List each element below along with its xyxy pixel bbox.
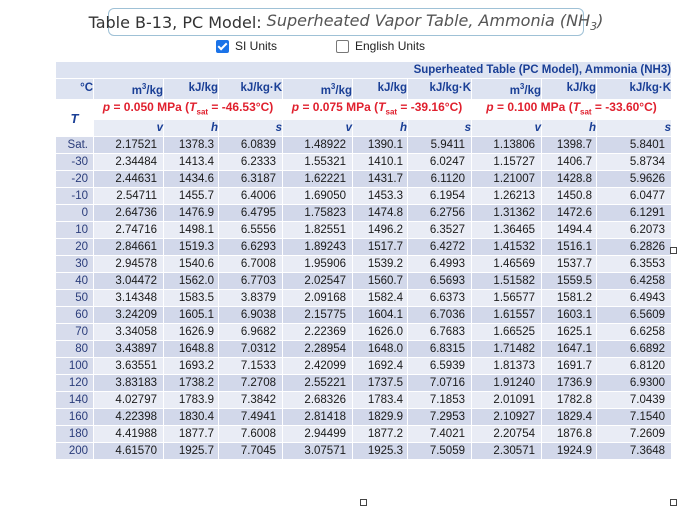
temperature-cell: 20 (56, 239, 94, 256)
value-cell: 6.6258 (597, 324, 672, 341)
value-cell: 3.43897 (94, 341, 164, 358)
value-cell: 1648.0 (353, 341, 408, 358)
value-cell: 1450.8 (542, 188, 597, 205)
value-cell: 6.4272 (408, 239, 472, 256)
value-cell: 1517.7 (353, 239, 408, 256)
temperature-cell: 70 (56, 324, 94, 341)
value-cell: 1.91240 (472, 375, 542, 392)
value-cell: 1494.4 (542, 222, 597, 239)
unit-header-8: kJ/kg (542, 79, 597, 100)
value-cell: 4.41988 (94, 426, 164, 443)
value-cell: 1.75823 (283, 205, 353, 222)
value-cell: 6.6293 (219, 239, 283, 256)
table-row (56, 375, 672, 392)
value-cell: 1.69050 (283, 188, 353, 205)
temperature-cell: 120 (56, 375, 94, 392)
value-cell: 1.46569 (472, 256, 542, 273)
value-cell: 1.62221 (283, 171, 353, 188)
value-cell: 2.54711 (94, 188, 164, 205)
value-cell: 2.15775 (283, 307, 353, 324)
table-row (56, 222, 672, 239)
value-cell: 1.81373 (472, 358, 542, 375)
value-cell: 1693.2 (164, 358, 219, 375)
value-cell: 2.10927 (472, 409, 542, 426)
temperature-cell: Sat. (56, 137, 94, 154)
value-cell: 1603.1 (542, 307, 597, 324)
value-cell: 7.1540 (597, 409, 672, 426)
value-cell: 1.95906 (283, 256, 353, 273)
table-row (56, 273, 672, 290)
value-cell: 2.01091 (472, 392, 542, 409)
temperature-cell: 100 (56, 358, 94, 375)
temperature-cell: 40 (56, 273, 94, 290)
symbol-header-8: s (597, 120, 672, 137)
pressure-header-1: p = 0.075 MPa $(T_{sat} = -39.16^\circ C)$ (283, 99, 472, 119)
unit-header-6: kJ/kg·K (408, 79, 472, 100)
value-cell: 1.89243 (283, 239, 353, 256)
value-cell: 1582.4 (353, 290, 408, 307)
value-cell: 1398.7 (542, 137, 597, 154)
value-cell: 1540.6 (164, 256, 219, 273)
value-cell: 5.8401 (597, 137, 672, 154)
value-cell: 1783.9 (164, 392, 219, 409)
value-cell: 5.8734 (597, 154, 672, 171)
pressure-header-0: p = 0.050 MPa $(T_{sat} = -46.53^\circ C)$ (94, 99, 283, 119)
superheated-table (55, 61, 672, 460)
value-cell: 1925.3 (353, 443, 408, 460)
value-cell: 4.61570 (94, 443, 164, 460)
title-italic: Superheated Vapor Table, Ammonia $(NH_3)$ (266, 10, 604, 34)
value-cell: 1692.4 (353, 358, 408, 375)
temperature-cell: 10 (56, 222, 94, 239)
value-cell: 6.1291 (597, 205, 672, 222)
value-cell: 7.3648 (597, 443, 672, 460)
table-row (56, 324, 672, 341)
value-cell: 6.8315 (408, 341, 472, 358)
value-cell: 7.6008 (219, 426, 283, 443)
value-cell: 6.4993 (408, 256, 472, 273)
value-cell: 1.56577 (472, 290, 542, 307)
value-cell: 3.24209 (94, 307, 164, 324)
value-cell: 1474.8 (353, 205, 408, 222)
si-units-checkbox[interactable] (216, 40, 229, 53)
value-cell: 1877.2 (353, 426, 408, 443)
si-units-label: SI Units (235, 39, 278, 53)
value-cell: 1829.4 (542, 409, 597, 426)
value-cell: 1626.0 (353, 324, 408, 341)
unit-header-2: kJ/kg (164, 79, 219, 100)
table-row (56, 341, 672, 358)
value-cell: 4.22398 (94, 409, 164, 426)
value-cell: 1736.9 (542, 375, 597, 392)
table-row (56, 290, 672, 307)
value-cell: 6.4258 (597, 273, 672, 290)
value-cell: 7.5059 (408, 443, 472, 460)
value-cell: 6.7703 (219, 273, 283, 290)
value-cell: 1560.7 (353, 273, 408, 290)
value-cell: 6.1120 (408, 171, 472, 188)
value-cell: 1.36465 (472, 222, 542, 239)
english-units-option[interactable] (336, 39, 425, 53)
unit-header-3: kJ/kg·K (219, 79, 283, 100)
value-cell: 6.2826 (597, 239, 672, 256)
value-cell: 3.83183 (94, 375, 164, 392)
value-cell: 1428.8 (542, 171, 597, 188)
value-cell: 2.20754 (472, 426, 542, 443)
pressure-header-2: p = 0.100 MPa $(T_{sat} = -33.60^\circ C)$ (472, 99, 672, 119)
value-cell: 6.5609 (597, 307, 672, 324)
value-cell: 1496.2 (353, 222, 408, 239)
english-units-label: English Units (355, 39, 426, 53)
value-cell: 1539.2 (353, 256, 408, 273)
value-cell: 1519.3 (164, 239, 219, 256)
value-cell: 3.63551 (94, 358, 164, 375)
value-cell: 1559.5 (542, 273, 597, 290)
resize-handle-corner[interactable] (670, 499, 677, 506)
value-cell: 6.2756 (408, 205, 472, 222)
value-cell: 1647.1 (542, 341, 597, 358)
symbol-header-3: v (283, 120, 353, 137)
value-cell: 2.81418 (283, 409, 353, 426)
value-cell: 1877.7 (164, 426, 219, 443)
value-cell: 1.82551 (283, 222, 353, 239)
value-cell: 1453.3 (353, 188, 408, 205)
symbol-header-5: s (408, 120, 472, 137)
symbol-header-row (56, 120, 672, 137)
value-cell: 1691.7 (542, 358, 597, 375)
table-row (56, 307, 672, 324)
symbol-header-4: h (353, 120, 408, 137)
unit-header-row (56, 79, 672, 100)
temperature-cell: -30 (56, 154, 94, 171)
value-cell: 1390.1 (353, 137, 408, 154)
value-cell: 7.0716 (408, 375, 472, 392)
symbol-header-0: v (94, 120, 164, 137)
value-cell: 6.3527 (408, 222, 472, 239)
value-cell: 6.5556 (219, 222, 283, 239)
value-cell: 1829.9 (353, 409, 408, 426)
value-cell: 1.21007 (472, 171, 542, 188)
value-cell: 5.9411 (408, 137, 472, 154)
unit-header-0: °C (56, 79, 94, 100)
value-cell: 3.14348 (94, 290, 164, 307)
value-cell: 1406.7 (542, 154, 597, 171)
temperature-cell: 180 (56, 426, 94, 443)
value-cell: 7.7045 (219, 443, 283, 460)
value-cell: 2.94499 (283, 426, 353, 443)
value-cell: 3.34058 (94, 324, 164, 341)
value-cell: 1.51582 (472, 273, 542, 290)
unit-header-4: $m^3/kg$ (283, 79, 353, 100)
value-cell: 1924.9 (542, 443, 597, 460)
value-cell: 1581.2 (542, 290, 597, 307)
symbol-header-6: v (472, 120, 542, 137)
value-cell: 1626.9 (164, 324, 219, 341)
value-cell: 1625.1 (542, 324, 597, 341)
value-cell: 2.22369 (283, 324, 353, 341)
value-cell: 1413.4 (164, 154, 219, 171)
value-cell: 4.02797 (94, 392, 164, 409)
value-cell: 7.1853 (408, 392, 472, 409)
table-row (56, 137, 672, 154)
value-cell: 1476.9 (164, 205, 219, 222)
value-cell: 7.0439 (597, 392, 672, 409)
value-cell: 6.0247 (408, 154, 472, 171)
table-row (56, 443, 672, 460)
unit-header-9: kJ/kg·K (597, 79, 672, 100)
resize-handle-right[interactable] (670, 247, 677, 254)
value-cell: 1516.1 (542, 239, 597, 256)
value-cell: 1830.4 (164, 409, 219, 426)
value-cell: 6.6373 (408, 290, 472, 307)
value-cell: 7.2609 (597, 426, 672, 443)
pressure-header-row (56, 99, 672, 119)
value-cell: 7.3842 (219, 392, 283, 409)
value-cell: 1455.7 (164, 188, 219, 205)
symbol-header-1: h (164, 120, 219, 137)
unit-header-5: kJ/kg (353, 79, 408, 100)
value-cell: 6.9682 (219, 324, 283, 341)
value-cell: 2.64736 (94, 205, 164, 222)
value-cell: 1562.0 (164, 273, 219, 290)
value-cell: 6.7008 (219, 256, 283, 273)
value-cell: 3.07571 (283, 443, 353, 460)
value-cell: 2.34484 (94, 154, 164, 171)
value-cell: 1.71482 (472, 341, 542, 358)
value-cell: 1782.8 (542, 392, 597, 409)
temperature-cell: -20 (56, 171, 94, 188)
temperature-cell: 200 (56, 443, 94, 460)
symbol-header-2: s (219, 120, 283, 137)
resize-handle-bottom[interactable] (360, 499, 367, 506)
table-row (56, 239, 672, 256)
title-prefix: Table B-13, PC Model: (88, 12, 262, 32)
temperature-label: T (56, 99, 94, 136)
value-cell: 6.4006 (219, 188, 283, 205)
value-cell: 1737.5 (353, 375, 408, 392)
table-row (56, 171, 672, 188)
value-cell: 1472.6 (542, 205, 597, 222)
si-units-option[interactable] (216, 39, 277, 53)
value-cell: 7.1533 (219, 358, 283, 375)
value-cell: 1783.4 (353, 392, 408, 409)
table-row (56, 358, 672, 375)
temperature-cell: 0 (56, 205, 94, 222)
value-cell: 6.7036 (408, 307, 472, 324)
value-cell: 2.09168 (283, 290, 353, 307)
value-cell: 1.48922 (283, 137, 353, 154)
value-cell: 6.3553 (597, 256, 672, 273)
table-row (56, 154, 672, 171)
value-cell: 6.5939 (408, 358, 472, 375)
symbol-header-7: h (542, 120, 597, 137)
value-cell: 1925.7 (164, 443, 219, 460)
value-cell: 2.17521 (94, 137, 164, 154)
temperature-cell: 160 (56, 409, 94, 426)
value-cell: 2.28954 (283, 341, 353, 358)
value-cell: 2.84661 (94, 239, 164, 256)
unit-header-1: $m^3/kg$ (94, 79, 164, 100)
value-cell: 1.26213 (472, 188, 542, 205)
table-row (56, 205, 672, 222)
value-cell: 2.02547 (283, 273, 353, 290)
table-row (56, 392, 672, 409)
table-row (56, 426, 672, 443)
value-cell: 7.4021 (408, 426, 472, 443)
value-cell: 1583.5 (164, 290, 219, 307)
value-cell: 2.94578 (94, 256, 164, 273)
value-cell: 1431.7 (353, 171, 408, 188)
value-cell: 6.9038 (219, 307, 283, 324)
value-cell: 1.41532 (472, 239, 542, 256)
value-cell: 2.74716 (94, 222, 164, 239)
temperature-cell: 30 (56, 256, 94, 273)
temperature-cell: 60 (56, 307, 94, 324)
value-cell: 7.4941 (219, 409, 283, 426)
value-cell: 2.55221 (283, 375, 353, 392)
temperature-cell: 50 (56, 290, 94, 307)
value-cell: 1498.1 (164, 222, 219, 239)
value-cell: 3.8379 (219, 290, 283, 307)
value-cell: 6.5693 (408, 273, 472, 290)
value-cell: 6.2333 (219, 154, 283, 171)
value-cell: 1.55321 (283, 154, 353, 171)
value-cell: 2.30571 (472, 443, 542, 460)
value-cell: 1.13806 (472, 137, 542, 154)
value-cell: 2.42099 (283, 358, 353, 375)
value-cell: 1876.8 (542, 426, 597, 443)
value-cell: 3.04472 (94, 273, 164, 290)
table-row (56, 256, 672, 273)
table-row (56, 188, 672, 205)
value-cell: 1.31362 (472, 205, 542, 222)
value-cell: 7.2708 (219, 375, 283, 392)
temperature-cell: -10 (56, 188, 94, 205)
value-cell: 6.4943 (597, 290, 672, 307)
value-cell: 2.44631 (94, 171, 164, 188)
unit-header-7: $m^3/kg$ (472, 79, 542, 100)
value-cell: 6.6892 (597, 341, 672, 358)
temperature-cell: 80 (56, 341, 94, 358)
value-cell: 1537.7 (542, 256, 597, 273)
value-cell: 1.15727 (472, 154, 542, 171)
value-cell: 2.68326 (283, 392, 353, 409)
table-heading: Superheated Table (PC Model), Ammonia (NH3) (56, 62, 672, 79)
value-cell: 1604.1 (353, 307, 408, 324)
value-cell: 6.1954 (408, 188, 472, 205)
value-cell: 5.9626 (597, 171, 672, 188)
table-row (56, 409, 672, 426)
value-cell: 6.0477 (597, 188, 672, 205)
value-cell: 1.66525 (472, 324, 542, 341)
english-units-checkbox[interactable] (336, 40, 349, 53)
value-cell: 7.0312 (219, 341, 283, 358)
table-body (56, 137, 672, 460)
value-cell: 6.4795 (219, 205, 283, 222)
temperature-cell: 140 (56, 392, 94, 409)
value-cell: 1.61557 (472, 307, 542, 324)
value-cell: 1378.3 (164, 137, 219, 154)
value-cell: 7.2953 (408, 409, 472, 426)
value-cell: 6.3187 (219, 171, 283, 188)
value-cell: 1410.1 (353, 154, 408, 171)
value-cell: 6.0839 (219, 137, 283, 154)
value-cell: 1738.2 (164, 375, 219, 392)
value-cell: 6.7683 (408, 324, 472, 341)
value-cell: 6.2073 (597, 222, 672, 239)
value-cell: 6.8120 (597, 358, 672, 375)
value-cell: 1648.8 (164, 341, 219, 358)
unit-selector (0, 38, 700, 56)
value-cell: 1434.6 (164, 171, 219, 188)
table-title-box (88, 8, 604, 36)
value-cell: 1605.1 (164, 307, 219, 324)
value-cell: 6.9300 (597, 375, 672, 392)
